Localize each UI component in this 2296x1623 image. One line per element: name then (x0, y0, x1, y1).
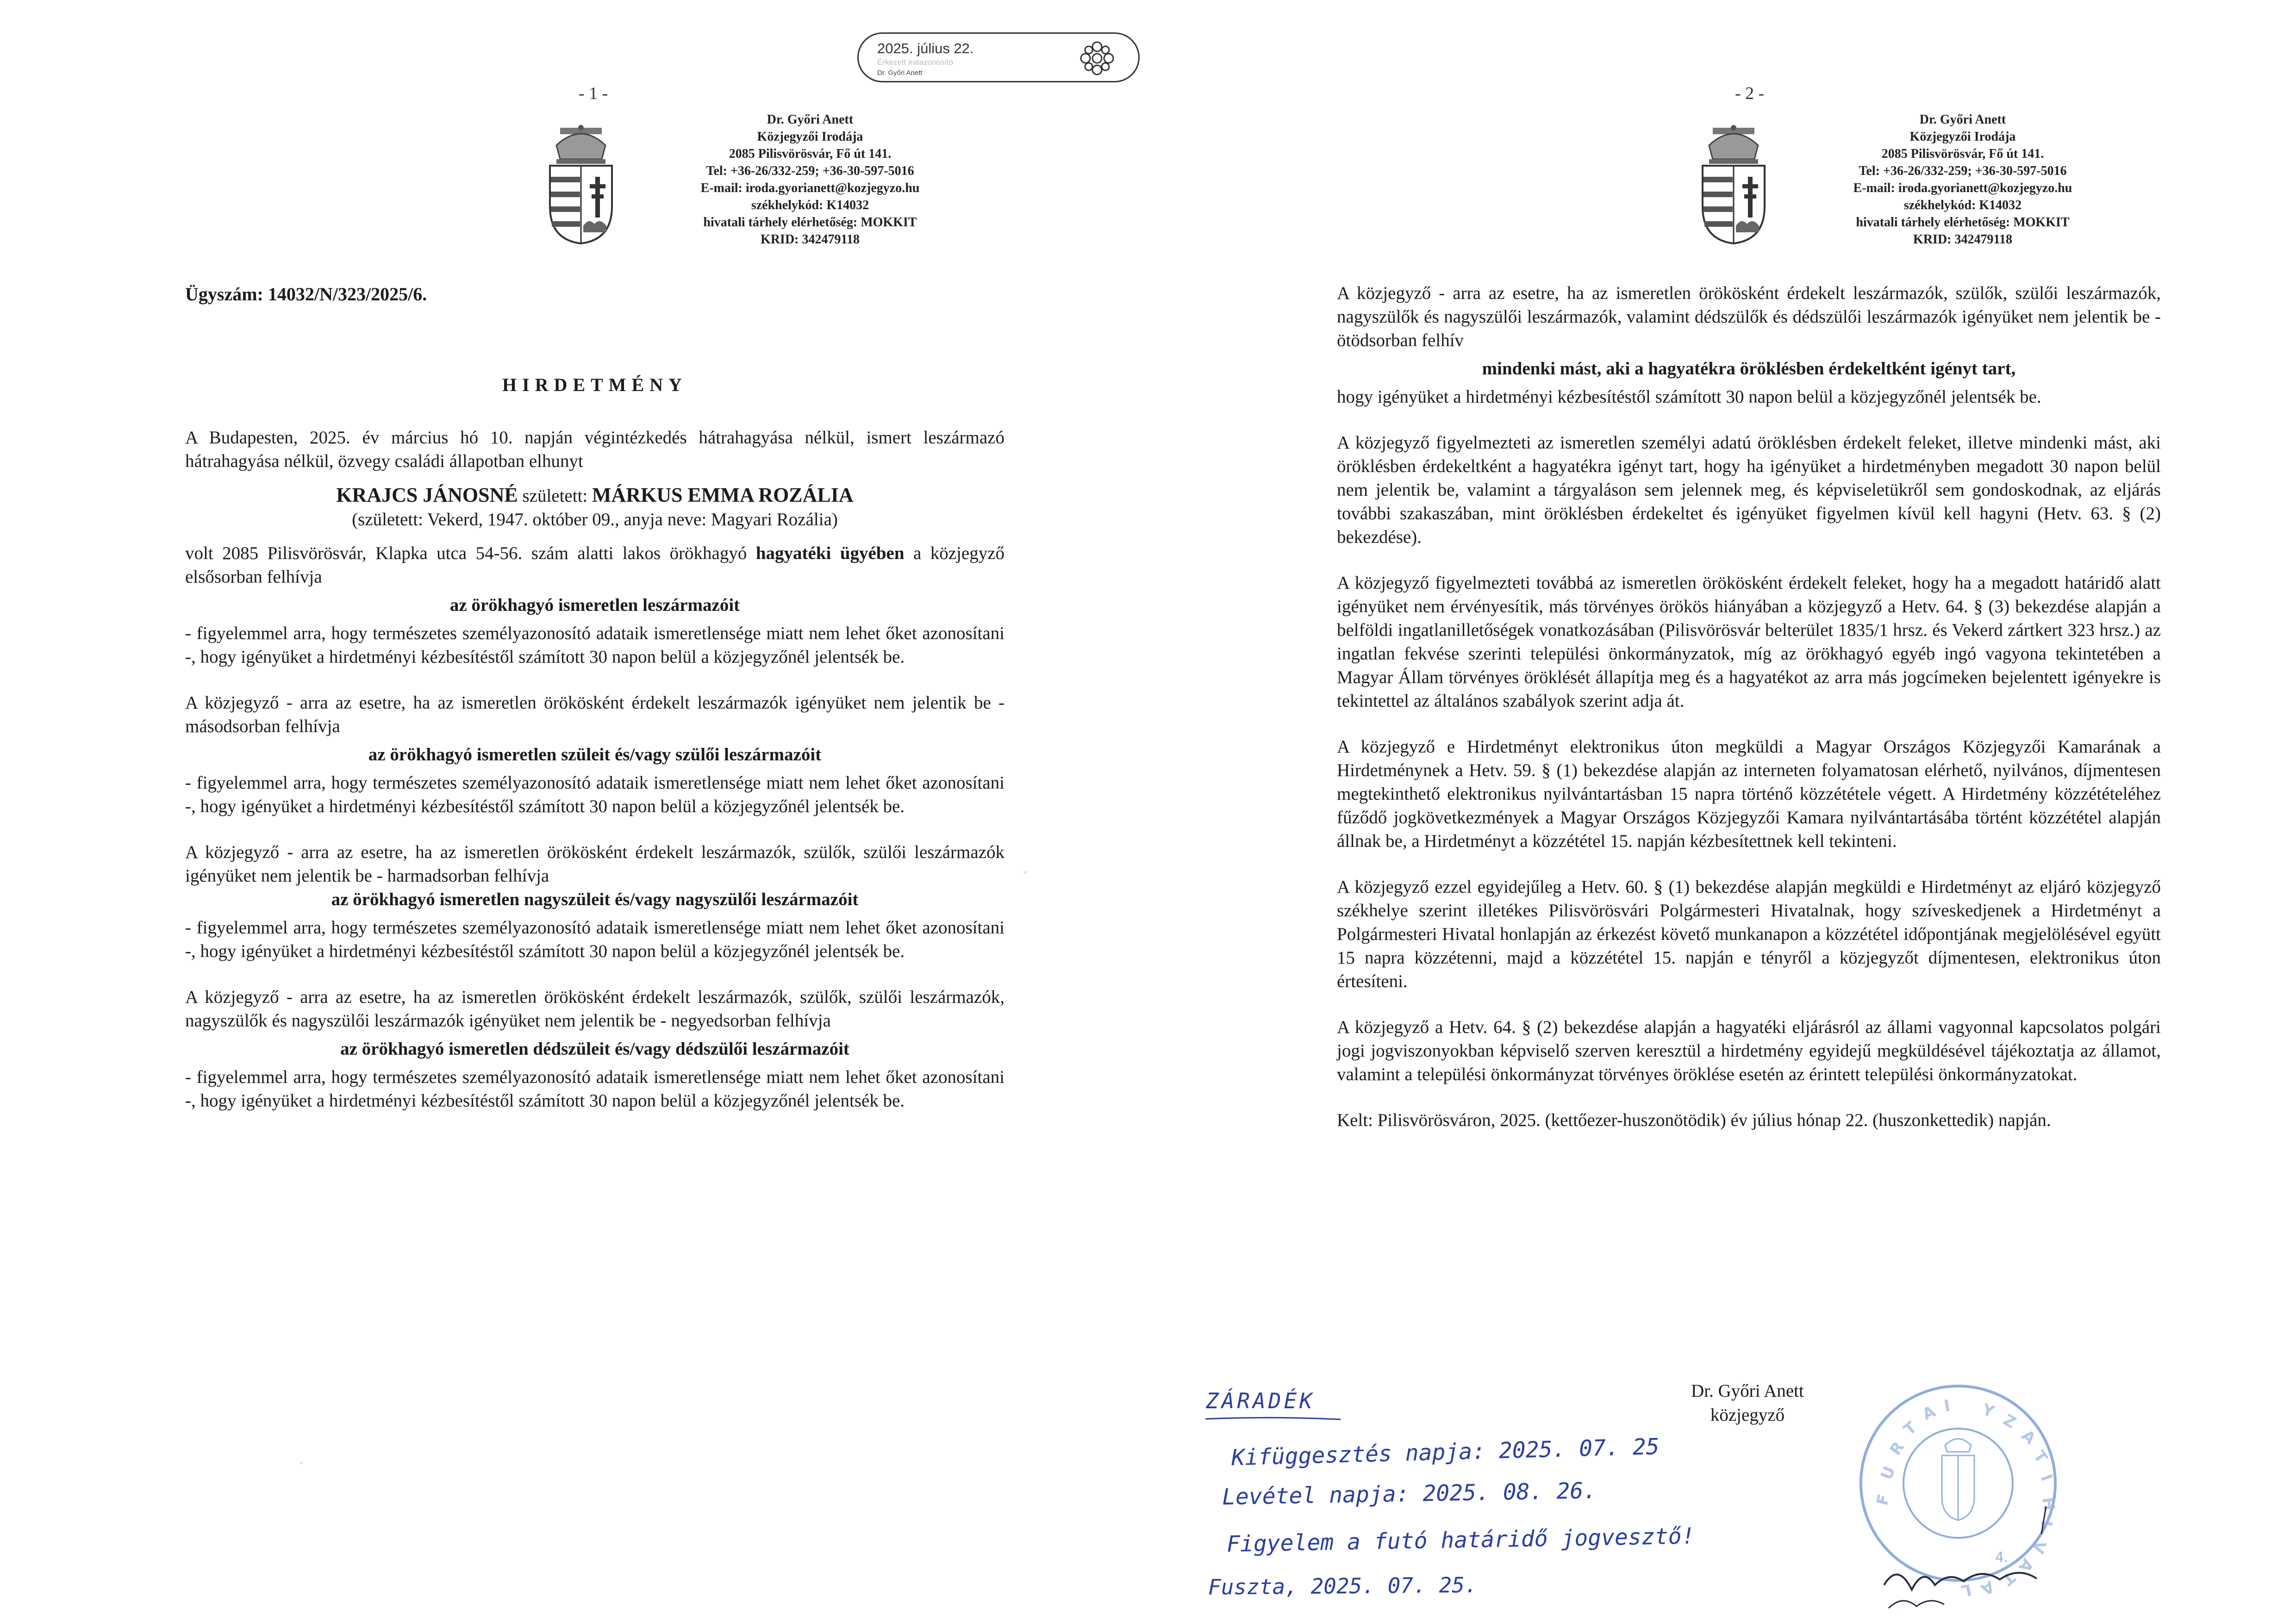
svg-text:H: H (2038, 1496, 2059, 1512)
signer-title: közjegyző (1710, 1405, 1785, 1425)
office-seal-with-signature (1842, 1368, 2092, 1617)
deceased-name-line (185, 483, 1004, 508)
paragraph-4: A közjegyző - arra az esetre, ha az ismeretlen örökösként érdekelt leszármazók, szülők, szülői leszármazók igényüket nem jelentik be - harmadsorban felhívja (185, 842, 1004, 886)
svg-text:A: A (2017, 1426, 2040, 1449)
letterhead-line: KRID: 342479118 (761, 232, 860, 247)
stamp-signer: Dr. Győri Anett (877, 69, 923, 77)
address-paragraph (185, 541, 1004, 589)
stamp-emblem-icon (1076, 37, 1118, 79)
letterhead-line: Tel: +36-26/332-259; +36-30-597-5016 (1859, 164, 2067, 178)
paragraph-5: - figyelemmel arra, hogy természetes személyazonosító adataik ismeretlensége miatt nem lehet őket azonosítani -, hogy igényüket a hirdetményi kézbesítéstől számított 30 napon belül a közjegyzőnél jelentsék be. (185, 918, 1004, 961)
page-number: - 1 - (579, 84, 608, 103)
paragraph-3: - figyelemmel arra, hogy természetes személyazonosító adataik ismeretlensége miatt nem lehet őket azonosítani -, hogy igényüket a hirdetményi kézbesítéstől számított 30 napon belül a közjegyzőnél jelentsék be. (185, 773, 1004, 816)
signer-name: Dr. Győri Anett (1691, 1381, 1804, 1401)
notice-body-page-1 (185, 426, 1004, 1113)
letterhead-line: Közjegyzői Irodája (757, 130, 863, 144)
svg-text:Z: Z (2000, 1411, 2019, 1433)
letterhead-line: székhelykód: K14032 (1903, 198, 2022, 212)
svg-text:U: U (1877, 1463, 1899, 1483)
letterhead-line: 2085 Pilisvörösvár, Fő út 141. (1881, 147, 2044, 161)
deceased-name: KRAJCS JÁNOSNÉ (336, 484, 518, 506)
heading-everyone-else: mindenki mást, aki a hagyatékra öröklésben érdekeltként igényt tart, (1482, 359, 2016, 379)
paragraph-2: A közjegyző - arra az esetre, ha az ismeretlen örökösként érdekelt leszármazók igényüket nem jelentik be - másodsorban felhívja (185, 693, 1004, 736)
svg-text:4.: 4. (1995, 1549, 2009, 1566)
svg-text:I: I (2036, 1520, 2056, 1528)
heading-grandparents: az örökhagyó ismeretlen nagyszüleit és/vagy nagyszülői leszármazóit (331, 889, 859, 909)
paragraph-6: A közjegyző - arra az esetre, ha az ismeretlen örökösként érdekelt leszármazók, szülők, szülői leszármazók, nagyszülők és nagyszülői leszármazók igényüket nem jelentik be - negyedsorban felhívja (185, 987, 1004, 1031)
stamp-subtitle: Érkezett iratazonosító (877, 58, 954, 67)
handwritten-removed-date: Levétel napja: 2025. 08. 26. (1222, 1477, 1597, 1511)
received-date-stamp (857, 32, 1140, 82)
svg-text:Y: Y (1980, 1400, 1997, 1422)
notice-body-page-2 (1337, 281, 2161, 1132)
letterhead-line: E-mail: iroda.gyorianett@kozjegyzo.hu (1853, 181, 2072, 195)
heading-parents: az örökhagyó ismeretlen szüleit és/vagy szülői leszármazóit (368, 745, 822, 765)
hungarian-coat-of-arms-icon (1699, 125, 1768, 245)
svg-text:R: R (1886, 1438, 1909, 1459)
svg-text:T: T (1900, 1418, 1921, 1439)
svg-text:T: T (2029, 1447, 2051, 1467)
svg-text:A: A (1978, 1577, 1997, 1599)
scan-speck (300, 1461, 303, 1464)
address-bold: hagyatéki ügyében (755, 543, 905, 563)
letterhead-line: székhelykód: K14032 (751, 198, 869, 212)
letterhead-line: Dr. Győri Anett (1919, 112, 2006, 127)
heading-descendants: az örökhagyó ismeretlen leszármazóit (449, 595, 740, 615)
case-number: Ügyszám: 14032/N/323/2025/6. (185, 284, 427, 305)
paragraph-state-notice: A közjegyző a Hetv. 64. § (2) bekezdése alapján a hagyatéki eljárásról az állami vagyonnal kapcsolatos polgári jogi jogviszonyokban képviselő szerven keresztül a hirdetmény egyidejű megküldésével tájékoztatja az államot, valamint a települési önkormányzat törvényes öröklése esetén az érintett települési önkormányzatokat. (1337, 1017, 2161, 1084)
paragraph-5th-order: A közjegyző - arra az esetre, ha az ismeretlen örökösként érdekelt leszármazók, szülők, szülői leszármazók, nagyszülők és nagyszülői leszármazók, valamint dédszülők és dédszülői leszármazók igényüket nem jelentik be - ötödsorban felhív (1337, 283, 2161, 350)
svg-text:T: T (1998, 1568, 2019, 1589)
paragraph-report-claim: hogy igényüket a hirdetményi kézbesítéstől számított 30 napon belül a közjegyzőnél jelentsék be. (1337, 387, 2041, 407)
signature-block (1664, 1379, 1831, 1427)
paragraph-state-inheritance: A közjegyző figyelmezteti továbbá az ismeretlen örökösként érdekelt feleket, hogy ha a megadott határidő alatt igényüket nem érvényesítik, más törvényes örökös hiányában a közjegyző a Hetv. 64. § (3) bekezdése alapján a belföldi ingatlanilletőségek vonatkozásában (Pilisvörösvár belterület 1835/1 hrsz. és Vekerd zártkert 323 hrsz.) az ingatlan fekvése szerinti települési önkormányzatok, míg az örökhagyó egyéb ingó vagyona tekintetében a Magyar Állam törvényes öröklését állapítja meg és a hagyatékot az arra más jogcímeken bejelentett igényekre is tekintettel az általános szabályok szerint adja át. (1337, 573, 2161, 711)
address-text: volt 2085 Pilisvörösvár, Klapka utca 54-56. szám alatti lakos örökhagyó (185, 543, 747, 563)
letterhead-line: hivatali tárhely elérhetőség: MOKKIT (1856, 215, 2070, 230)
handwritten-clause-label: ZÁRADÉK (1206, 1388, 1315, 1413)
letterhead-line: KRID: 342479118 (1913, 232, 2012, 247)
paragraph-chamber-publication: A közjegyző e Hirdetményt elektronikus úton megküldi a Magyar Országos Közjegyzői Kamarának a Hirdetménynek a Hetv. 59. § (1) bekezdése alapján az interneten folyamatosan elérhető, nyilvános, díjmentesen megtekinthető elektronikus nyilvántartásban 15 napra történő közzététele végett. A Hirdetmény közzétételéhez fűződő jogkövetkezmények a Magyar Országos Közjegyzői Kamara nyilvántartásába történt közzététel alapján állnak be, a Hirdetményt a közzététel 15. napján kézbesítettnek kell tekinteni. (1337, 737, 2161, 851)
paragraph-7: - figyelemmel arra, hogy természetes személyazonosító adataik ismeretlensége miatt nem lehet őket azonosítani -, hogy igényüket a hirdetményi kézbesítéstől számított 30 napon belül a közjegyzőnél jelentsék be. (185, 1067, 1004, 1111)
svg-text:A: A (2015, 1555, 2037, 1575)
letterhead-line: Tel: +36-26/332-259; +36-30-597-5016 (706, 164, 914, 178)
handwritten-deadline-note: Figyelem a futó határidő jogvesztő! (1226, 1523, 1695, 1557)
deceased-birth-name: MÁRKUS EMMA ROZÁLIA (592, 484, 854, 506)
deceased-details: (született: Vekerd, 1947. október 09., anyja neve: Magyari Rozália) (352, 510, 838, 529)
born-label: született: (522, 486, 588, 506)
paragraph-mayor-office: A közjegyző ezzel egyidejűleg a Hetv. 60. § (1) bekezdése alapján megküldi e Hirdetményt az eljáró közjegyző székhelye szerint illetékes Pilisvörösvári Polgármesteri Hivatalnak, hogy szíveskedjenek a Hirdetményt a Polgármesteri Hivatal honlapján az érkezést követő munkanapon a közzététel időpontjának megjelölésével együtt 15 napra közzétenni, majd a közzététel 15. napján e tényről a közjegyzőt díjmentesen, elektronikus úton értesíteni. (1337, 877, 2161, 991)
handwritten-place-date: Fuszta, 2025. 07. 25. (1208, 1572, 1478, 1600)
document-title: HIRDETMÉNY (502, 374, 688, 395)
heading-great-grandparents: az örökhagyó ismeretlen dédszüleit és/vagy dédszülői leszármazóit (340, 1039, 849, 1059)
letterhead-line: Dr. Győri Anett (767, 112, 854, 127)
handwritten-underline (1204, 1415, 1342, 1422)
letterhead-line: 2085 Pilisvörösvár, Fő út 141. (729, 147, 892, 161)
page-number: - 2 - (1735, 84, 1765, 103)
hungarian-coat-of-arms-icon (546, 125, 616, 245)
letterhead-line: E-mail: iroda.gyorianett@kozjegyzo.hu (700, 181, 920, 195)
intro-paragraph: A Budapesten, 2025. év március hó 10. napján végintézkedés hátrahagyása nélkül, ismert leszármazó hátrahagyása nélkül, özvegy családi állapotban elhunyt (185, 428, 1004, 471)
svg-text:I: I (2036, 1472, 2056, 1484)
notary-letterhead (639, 111, 981, 248)
stamp-date: 2025. július 22. (877, 40, 974, 56)
letterhead-line: hivatali tárhely elérhetőség: MOKKIT (703, 215, 917, 230)
svg-text:I: I (1942, 1396, 1952, 1416)
dated-line: Kelt: Pilisvörösváron, 2025. (kettőezer-huszonötödik) év július hónap 22. (huszonkettedik) napján. (1337, 1110, 2051, 1130)
paragraph-1: - figyelemmel arra, hogy természetes személyazonosító adataik ismeretlensége miatt nem lehet őket azonosítani -, hogy igényüket a hirdetményi kézbesítéstől számított 30 napon belül a közjegyzőnél jelentsék be. (185, 623, 1004, 667)
svg-text:A: A (1919, 1402, 1939, 1424)
scan-speck (1024, 871, 1027, 874)
address-tail: a közjegyző elsősorban felhívja (185, 543, 1005, 587)
svg-text:F: F (1873, 1492, 1894, 1508)
letterhead-line: Közjegyzői Irodája (1909, 130, 2016, 144)
paragraph-warning: A közjegyző figyelmezteti az ismeretlen személyi adatú öröklésben érdekelt feleket, illetve mindenki mást, aki öröklésben érdekeltként a hagyatékra igényt tart, hogy ha igényüket a hirdetményben megadott 30 napon belül nem jelentik be, valamint a tárgyaláson sem jelennek meg, és képviseletükről sem gondoskodnak, az eljárás további szakaszában, mint öröklésben érdekeltet és igényüket figyelmen kívül kell hagyni (Hetv. 63. § (2) bekezdése). (1337, 433, 2161, 547)
svg-text:V: V (2028, 1538, 2050, 1556)
handwritten-posted-date: Kifüggesztés napja: 2025. 07. 25 (1231, 1433, 1660, 1471)
svg-text:L: L (1959, 1580, 1973, 1600)
notary-letterhead (1791, 111, 2134, 248)
